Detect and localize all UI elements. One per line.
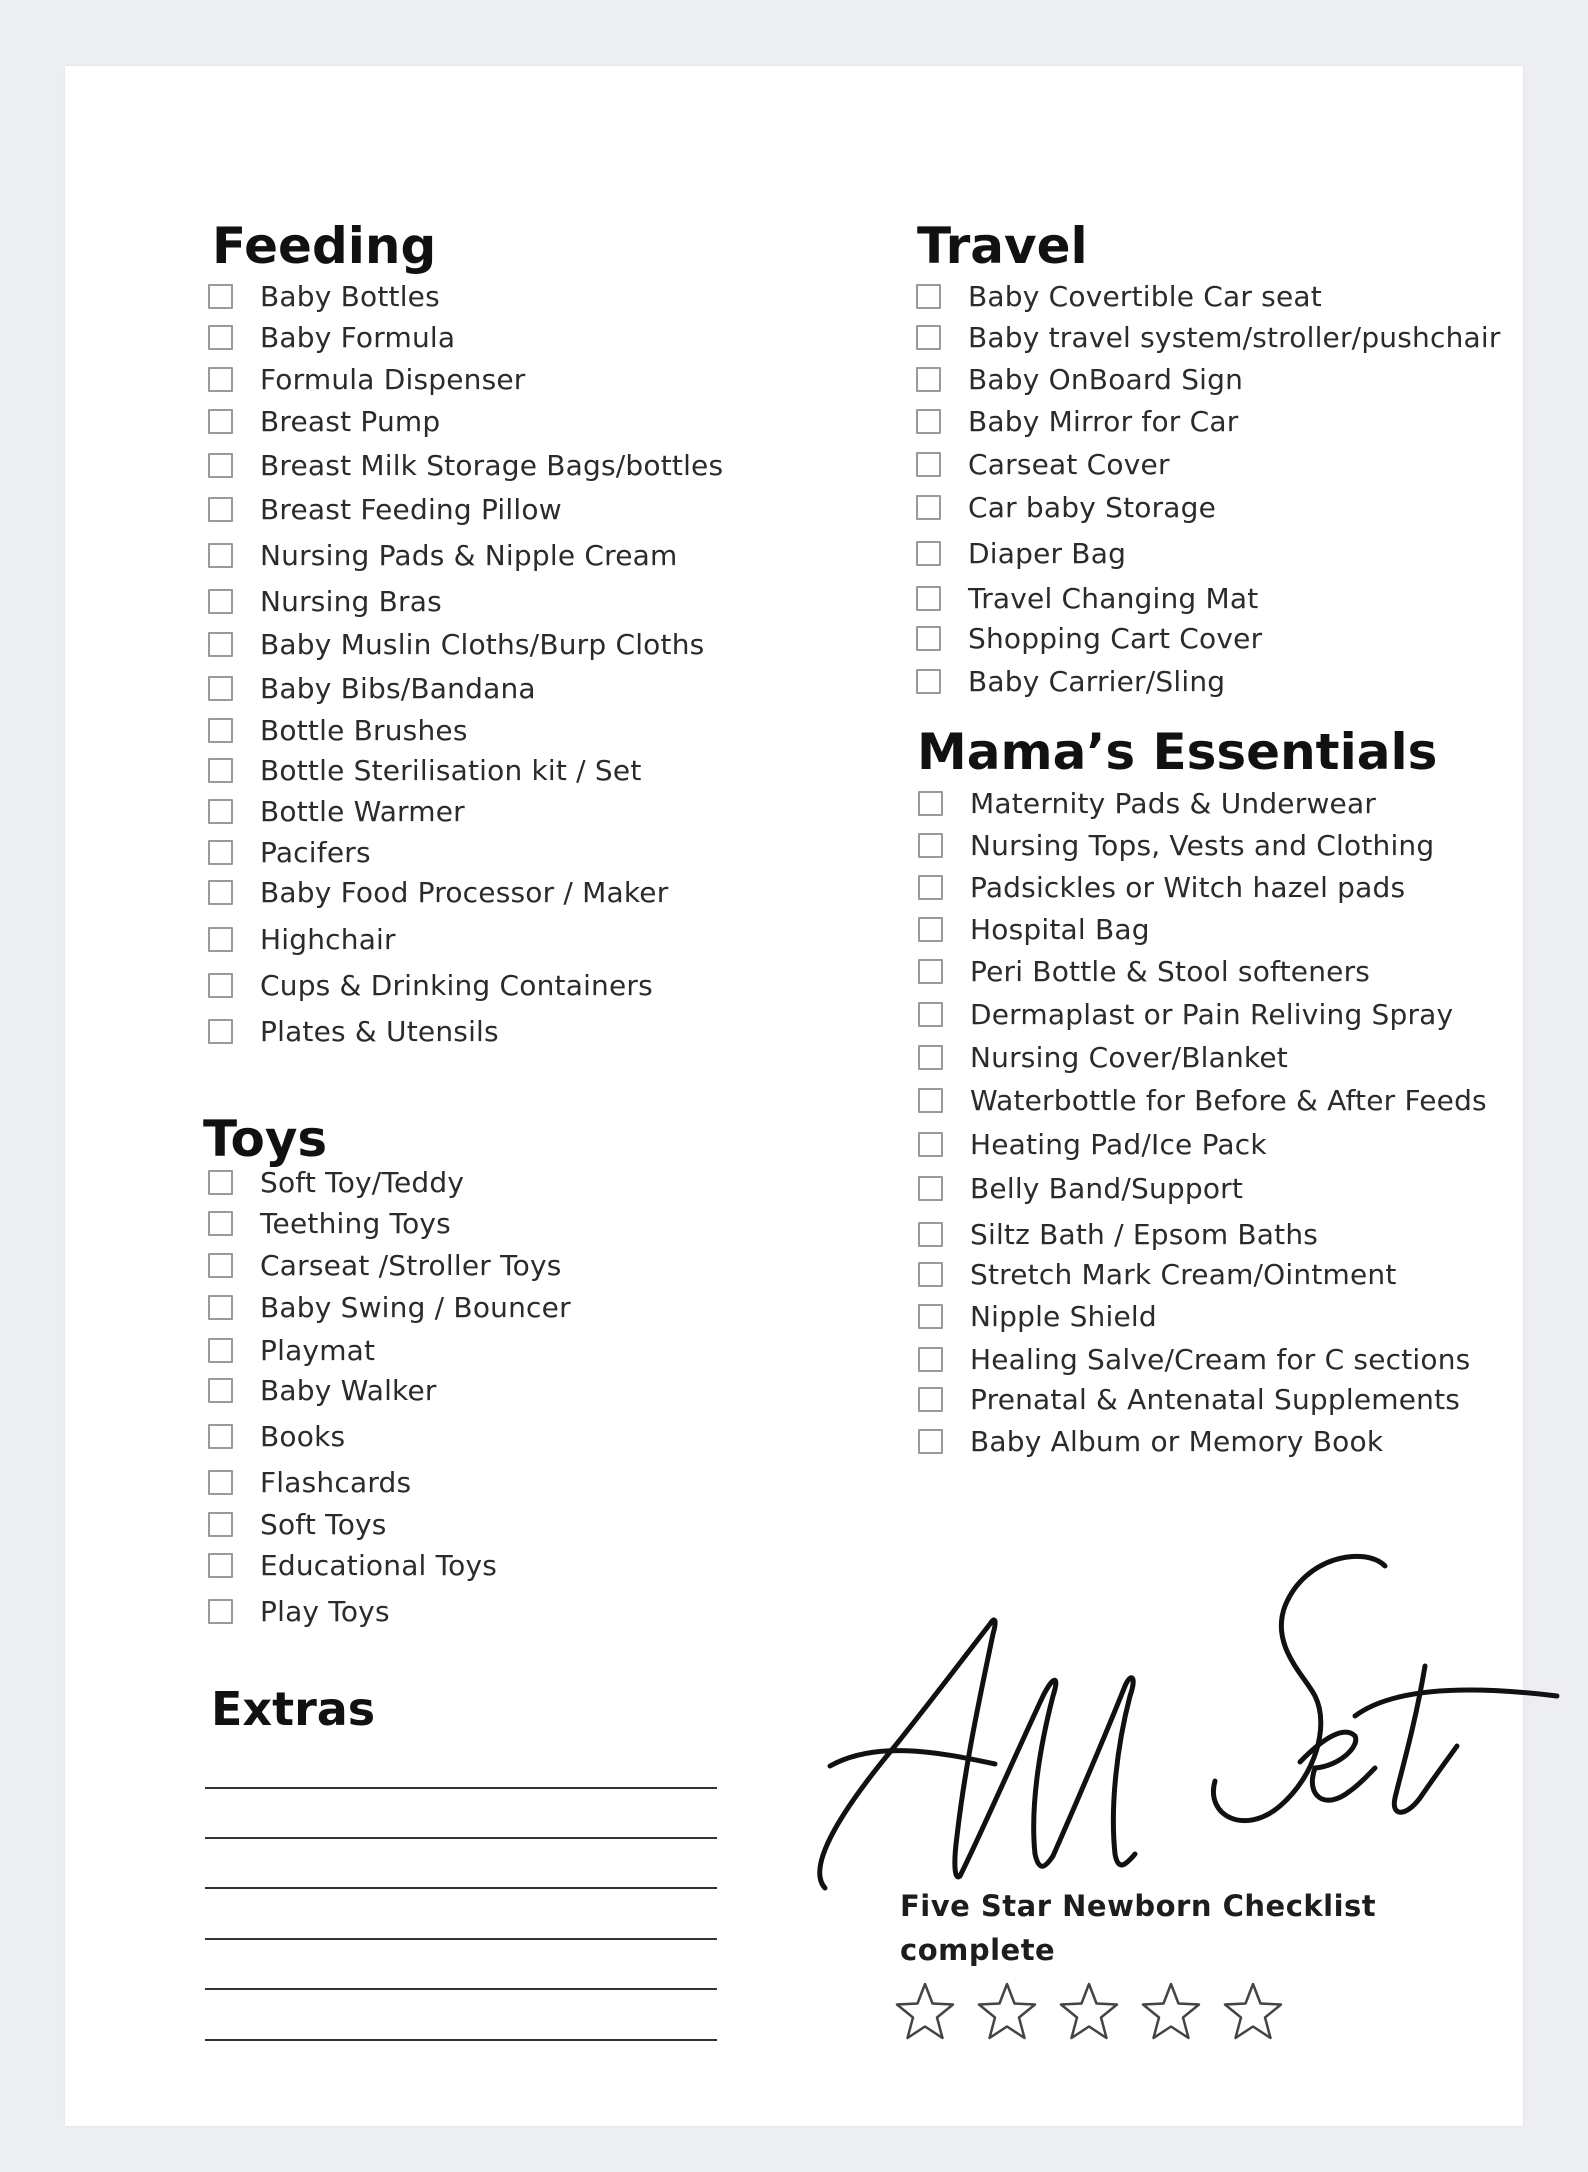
checkbox[interactable] bbox=[208, 497, 233, 522]
checkbox[interactable] bbox=[208, 325, 233, 350]
checklist-item[interactable] bbox=[208, 1462, 411, 1502]
checkbox[interactable] bbox=[918, 833, 943, 858]
extras-line[interactable] bbox=[205, 1938, 717, 1940]
checklist-item[interactable] bbox=[208, 1245, 562, 1285]
checklist-item-label: Breast Feeding Pillow bbox=[260, 492, 562, 526]
checklist-item[interactable] bbox=[918, 951, 1370, 991]
checkbox[interactable] bbox=[918, 1429, 943, 1454]
checkbox[interactable] bbox=[208, 758, 233, 783]
checklist-item-label: Bottle Brushes bbox=[260, 713, 468, 747]
checklist-item[interactable] bbox=[918, 1037, 1288, 1077]
checklist-item-label: Baby Swing / Bouncer bbox=[260, 1290, 571, 1324]
checklist-item[interactable] bbox=[916, 317, 1501, 357]
checklist-item-label: Hospital Bag bbox=[970, 912, 1150, 946]
feeding-heading: Feeding bbox=[212, 217, 437, 275]
checkbox[interactable] bbox=[208, 1378, 233, 1403]
checklist-item[interactable] bbox=[916, 487, 1216, 527]
checkbox[interactable] bbox=[918, 917, 943, 942]
checkbox[interactable] bbox=[916, 495, 941, 520]
checkbox[interactable] bbox=[916, 325, 941, 350]
checklist-item[interactable] bbox=[918, 825, 1434, 865]
extras-line[interactable] bbox=[205, 1837, 717, 1839]
checklist-item[interactable] bbox=[916, 533, 1126, 573]
checklist-item-label: Peri Bottle & Stool softeners bbox=[970, 954, 1371, 988]
checklist-item-label: Nursing Tops, Vests and Clothing bbox=[970, 828, 1435, 862]
checklist-item[interactable] bbox=[208, 624, 704, 664]
checklist-item-label: Playmat bbox=[260, 1333, 376, 1367]
checklist-item-label: Stretch Mark Cream/Ointment bbox=[970, 1257, 1397, 1291]
checkbox[interactable] bbox=[208, 1253, 233, 1278]
checkbox[interactable] bbox=[208, 632, 233, 657]
checklist-item-label: Travel Changing Mat bbox=[968, 581, 1259, 615]
checklist-item[interactable] bbox=[208, 276, 440, 316]
checklist-item[interactable] bbox=[918, 1214, 1318, 1254]
checklist-item[interactable] bbox=[918, 1339, 1470, 1379]
checklist-item[interactable] bbox=[208, 359, 526, 399]
checkbox[interactable] bbox=[208, 676, 233, 701]
checklist-item[interactable] bbox=[916, 618, 1262, 658]
checkbox[interactable] bbox=[208, 1424, 233, 1449]
checkbox[interactable] bbox=[208, 1211, 233, 1236]
checkbox[interactable] bbox=[208, 1470, 233, 1495]
checklist-item[interactable] bbox=[918, 1168, 1243, 1208]
checklist-item-label: Baby Album or Memory Book bbox=[970, 1424, 1384, 1458]
checkbox[interactable] bbox=[918, 1045, 943, 1070]
checklist-item-label: Siltz Bath / Epsom Baths bbox=[970, 1217, 1319, 1251]
checklist-item-label: Formula Dispenser bbox=[260, 362, 526, 396]
checklist-item-label: Breast Milk Storage Bags/bottles bbox=[260, 448, 724, 482]
checkbox[interactable] bbox=[918, 791, 943, 816]
checklist-item[interactable] bbox=[918, 909, 1150, 949]
extras-heading: Extras bbox=[211, 1682, 376, 1736]
checkbox[interactable] bbox=[918, 1132, 943, 1157]
checkbox[interactable] bbox=[918, 959, 943, 984]
checkbox[interactable] bbox=[208, 284, 233, 309]
checklist-item-label: Prenatal & Antenatal Supplements bbox=[970, 1382, 1461, 1416]
checklist-item-label: Baby Muslin Cloths/Burp Cloths bbox=[260, 627, 705, 661]
checklist-item-label: Cups & Drinking Containers bbox=[260, 968, 653, 1002]
checklist-item[interactable] bbox=[208, 1162, 464, 1202]
checklist-item-label: Shopping Cart Cover bbox=[968, 621, 1263, 655]
checkbox[interactable] bbox=[208, 840, 233, 865]
checklist-page bbox=[65, 66, 1523, 2126]
checklist-item-label: Baby travel system/stroller/pushchair bbox=[968, 320, 1501, 354]
checkbox[interactable] bbox=[208, 1295, 233, 1320]
checklist-item[interactable] bbox=[208, 1203, 451, 1243]
checklist-item-label: Baby Bottles bbox=[260, 279, 440, 313]
checkbox[interactable] bbox=[208, 453, 233, 478]
checklist-item-label: Baby Carrier/Sling bbox=[968, 664, 1226, 698]
checklist-item[interactable] bbox=[208, 581, 442, 621]
checklist-item-label: Heating Pad/Ice Pack bbox=[970, 1127, 1267, 1161]
checklist-item-label: Baby Formula bbox=[260, 320, 456, 354]
checkbox[interactable] bbox=[208, 1512, 233, 1537]
checklist-item-label: Baby Walker bbox=[260, 1373, 437, 1407]
checklist-item[interactable] bbox=[208, 1504, 387, 1544]
checkbox[interactable] bbox=[208, 1553, 233, 1578]
checkbox[interactable] bbox=[208, 1170, 233, 1195]
checklist-item[interactable] bbox=[208, 489, 562, 529]
checklist-item-label: Baby OnBoard Sign bbox=[968, 362, 1244, 396]
checklist-item[interactable] bbox=[916, 276, 1322, 316]
checklist-item[interactable] bbox=[918, 1421, 1383, 1461]
checklist-item-label: Healing Salve/Cream for C sections bbox=[970, 1342, 1471, 1376]
checklist-item-label: Baby Bibs/Bandana bbox=[260, 671, 536, 705]
checklist-item-label: Baby Food Processor / Maker bbox=[260, 875, 669, 909]
toys-heading: Toys bbox=[203, 1110, 328, 1168]
checklist-item-label: Pacifers bbox=[260, 835, 371, 869]
checklist-item[interactable] bbox=[208, 832, 371, 872]
checklist-item[interactable] bbox=[918, 783, 1376, 823]
checkbox[interactable] bbox=[916, 626, 941, 651]
checklist-item[interactable] bbox=[918, 867, 1405, 907]
star-icon[interactable] bbox=[893, 1980, 957, 2044]
checklist-item-label: Breast Pump bbox=[260, 404, 441, 438]
checkbox[interactable] bbox=[208, 367, 233, 392]
checkbox[interactable] bbox=[916, 541, 941, 566]
checklist-item[interactable] bbox=[208, 535, 677, 575]
checklist-item[interactable] bbox=[916, 401, 1238, 441]
checklist-item[interactable] bbox=[208, 1591, 390, 1631]
checklist-item-label: Nipple Shield bbox=[970, 1299, 1157, 1333]
checkbox[interactable] bbox=[918, 1304, 943, 1329]
checkbox[interactable] bbox=[208, 409, 233, 434]
checkbox[interactable] bbox=[208, 718, 233, 743]
checklist-item-label: Flashcards bbox=[260, 1465, 412, 1499]
checkbox[interactable] bbox=[918, 1347, 943, 1372]
checkbox[interactable] bbox=[208, 799, 233, 824]
checklist-item[interactable] bbox=[208, 965, 653, 1005]
checkbox[interactable] bbox=[916, 409, 941, 434]
checklist-item[interactable] bbox=[208, 710, 468, 750]
checklist-item-label: Belly Band/Support bbox=[970, 1171, 1244, 1205]
checklist-item[interactable] bbox=[208, 750, 642, 790]
checklist-item-label: Play Toys bbox=[260, 1594, 390, 1628]
star-rating[interactable] bbox=[893, 1980, 1285, 2044]
checklist-item-label: Baby Mirror for Car bbox=[968, 404, 1239, 438]
checklist-item[interactable] bbox=[208, 919, 396, 959]
extras-line[interactable] bbox=[205, 1787, 717, 1789]
checkbox[interactable] bbox=[208, 543, 233, 568]
checkbox[interactable] bbox=[918, 1002, 943, 1027]
checkbox[interactable] bbox=[208, 973, 233, 998]
checklist-item-label: Books bbox=[260, 1419, 346, 1453]
checklist-item-label: Waterbottle for Before & After Feeds bbox=[970, 1083, 1487, 1117]
extras-line[interactable] bbox=[205, 1887, 717, 1889]
checklist-item[interactable] bbox=[916, 578, 1258, 618]
checklist-item[interactable] bbox=[918, 1296, 1157, 1336]
checkbox[interactable] bbox=[916, 367, 941, 392]
star-icon[interactable] bbox=[1139, 1980, 1203, 2044]
mama-essentials-heading: Mama’s Essentials bbox=[917, 723, 1438, 781]
extras-line[interactable] bbox=[205, 1988, 717, 1990]
checklist-item-label: Soft Toy/Teddy bbox=[260, 1165, 465, 1199]
checkbox[interactable] bbox=[916, 586, 941, 611]
checkbox[interactable] bbox=[208, 880, 233, 905]
checkbox[interactable] bbox=[918, 1222, 943, 1247]
checklist-item[interactable] bbox=[208, 1011, 499, 1051]
checklist-item[interactable] bbox=[208, 872, 668, 912]
checklist-item-label: Nursing Pads & Nipple Cream bbox=[260, 538, 678, 572]
rating-caption: Five Star Newborn Checklist complete bbox=[900, 1889, 1377, 1967]
checkbox[interactable] bbox=[918, 875, 943, 900]
checklist-item[interactable] bbox=[208, 317, 455, 357]
checkbox[interactable] bbox=[918, 1387, 943, 1412]
checkbox[interactable] bbox=[208, 589, 233, 614]
checklist-item-label: Dermaplast or Pain Reliving Spray bbox=[970, 997, 1454, 1031]
checkbox[interactable] bbox=[208, 1019, 233, 1044]
checklist-item-label: Bottle Warmer bbox=[260, 794, 465, 828]
checkbox[interactable] bbox=[208, 1338, 233, 1363]
checklist-item-label: Educational Toys bbox=[260, 1548, 498, 1582]
extras-line[interactable] bbox=[205, 2039, 717, 2041]
checklist-item[interactable] bbox=[918, 1254, 1397, 1294]
checkbox[interactable] bbox=[208, 927, 233, 952]
checklist-item[interactable] bbox=[208, 401, 440, 441]
checklist-item[interactable] bbox=[208, 668, 536, 708]
checkbox[interactable] bbox=[916, 669, 941, 694]
checklist-item-label: Carseat Cover bbox=[968, 447, 1170, 481]
checkbox[interactable] bbox=[916, 452, 941, 477]
checklist-item[interactable] bbox=[208, 445, 723, 485]
star-icon[interactable] bbox=[1057, 1980, 1121, 2044]
checklist-item-label: Carseat /Stroller Toys bbox=[260, 1248, 562, 1282]
checklist-item[interactable] bbox=[918, 1124, 1267, 1164]
star-icon[interactable] bbox=[975, 1980, 1039, 2044]
checklist-item[interactable] bbox=[916, 661, 1225, 701]
checklist-item[interactable] bbox=[208, 1287, 571, 1327]
checkbox[interactable] bbox=[916, 284, 941, 309]
checklist-item-label: Plates & Utensils bbox=[260, 1014, 499, 1048]
checklist-item-label: Soft Toys bbox=[260, 1507, 387, 1541]
checklist-item[interactable] bbox=[208, 1545, 497, 1585]
checkbox[interactable] bbox=[208, 1599, 233, 1624]
checklist-item-label: Padsickles or Witch hazel pads bbox=[970, 870, 1406, 904]
checklist-item-label: Diaper Bag bbox=[968, 536, 1127, 570]
travel-heading: Travel bbox=[917, 217, 1088, 275]
checklist-item[interactable] bbox=[916, 359, 1243, 399]
checklist-item[interactable] bbox=[918, 994, 1453, 1034]
checklist-item-label: Bottle Sterilisation kit / Set bbox=[260, 753, 642, 787]
checklist-item[interactable] bbox=[208, 1416, 345, 1456]
checklist-item[interactable] bbox=[208, 1330, 375, 1370]
star-icon[interactable] bbox=[1221, 1980, 1285, 2044]
checklist-item-label: Baby Covertible Car seat bbox=[968, 279, 1322, 313]
checklist-item[interactable] bbox=[918, 1379, 1460, 1419]
checklist-item-label: Nursing Cover/Blanket bbox=[970, 1040, 1288, 1074]
checkbox[interactable] bbox=[918, 1176, 943, 1201]
checklist-item[interactable] bbox=[918, 1080, 1487, 1120]
checklist-item[interactable] bbox=[208, 1370, 437, 1410]
checkbox[interactable] bbox=[918, 1262, 943, 1287]
checklist-item[interactable] bbox=[208, 791, 465, 831]
checklist-item-label: Teething Toys bbox=[260, 1206, 451, 1240]
checklist-item-label: Maternity Pads & Underwear bbox=[970, 786, 1377, 820]
checklist-item-label: Highchair bbox=[260, 922, 396, 956]
checklist-item-label: Car baby Storage bbox=[968, 490, 1217, 524]
checklist-item[interactable] bbox=[916, 444, 1170, 484]
checklist-item-label: Nursing Bras bbox=[260, 584, 442, 618]
checkbox[interactable] bbox=[918, 1088, 943, 1113]
